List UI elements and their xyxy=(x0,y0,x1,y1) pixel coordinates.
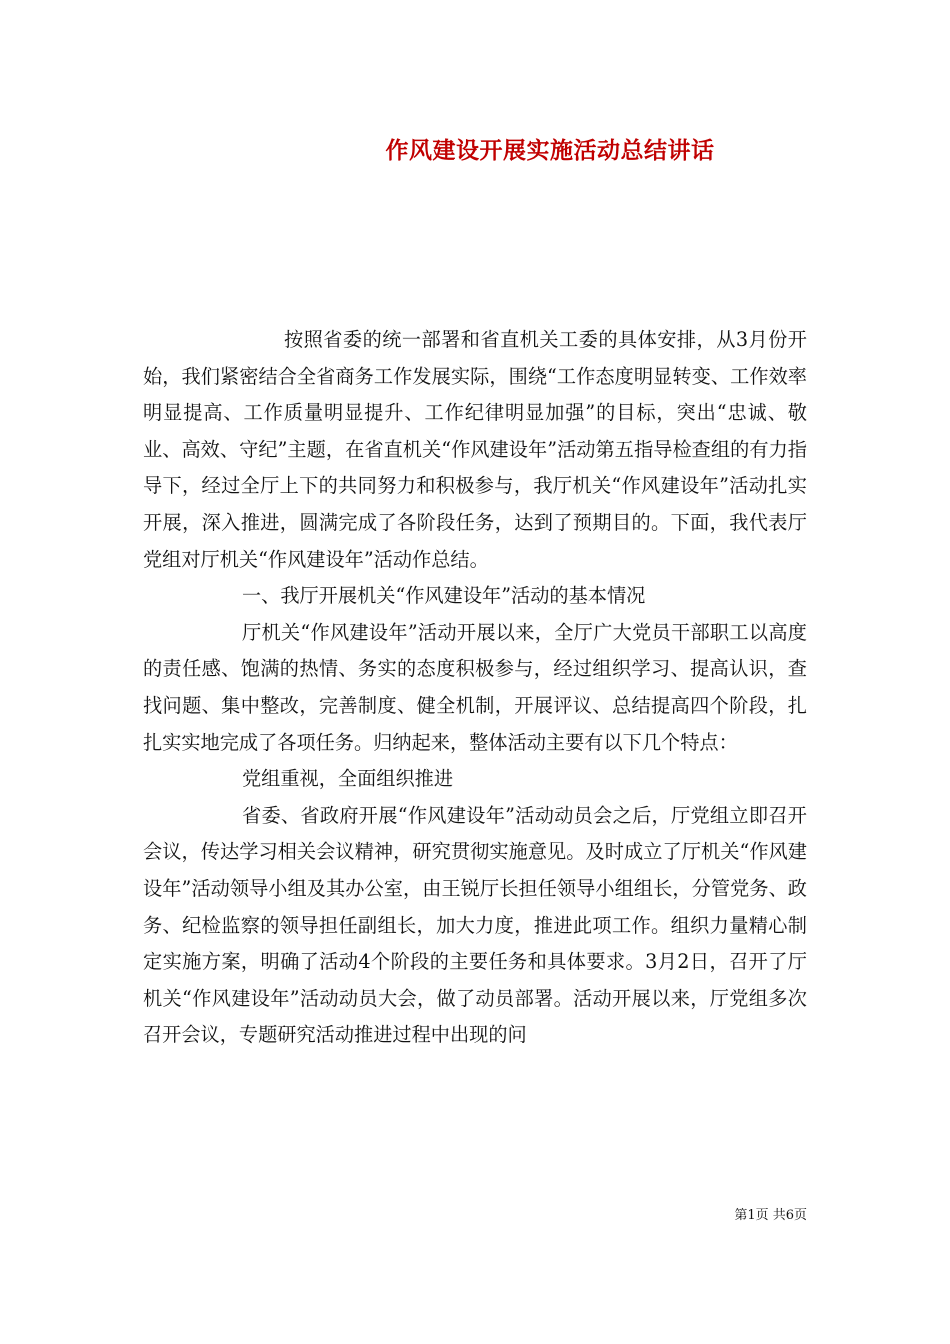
document-title: 作风建设开展实施活动总结讲话 xyxy=(385,137,715,164)
page-number-footer: 第1页 共6页 xyxy=(734,1208,807,1223)
section-heading: 一、我厅开展机关“作风建设年”活动的基本情况 xyxy=(242,584,646,608)
paragraph-overview: 厅机关“作风建设年”活动开展以来，全厅广大党员干部职工以高度的责任感、饱满的热情、务实的态度积极参与，经过组织学习、提高认识，查找问题、集中整改，完善制度、健全机制，开展评议、总结提高四个阶段，扎扎实实地完成了各项任务。归纳起来，整体活动主要有以下几个特点： xyxy=(143,620,807,754)
paragraph-details: 省委、省政府开展“作风建设年”活动动员会之后，厅党组立即召开会议，传达学习相关会议精神，研究贯彻实施意见。及时成立了厅机关“作风建设年”活动领导小组及其办公室，由王锐厅长担任领导小组组长，分管党务、政务、纪检监察的领导担任副组长，加大力度，推进此项工作。组织力量精心制定实施方案，明确了活动4个阶段的主要任务和具体要求。3月2日，召开了厅机关“作风建设年”活动动员大会，做了动员部署。活动开展以来，厅党组多次召开会议，专题研究活动推进过程中出现的问 xyxy=(143,803,807,1047)
document-body xyxy=(143,322,807,1054)
paragraph-intro: 按照省委的统一部署和省直机关工委的具体安排，从3月份开始，我们紧密结合全省商务工作发展实际，围绕“工作态度明显转变、工作效率明显提高、工作质量明显提升、工作纪律明显加强”的目标，突出“忠诚、敬业、高效、守纪”主题，在省直机关“作风建设年”活动第五指导检查组的有力指导下，经过全厅上下的共同努力和积极参与，我厅机关“作风建设年”活动扎实开展，深入推进，圆满完成了各阶段任务，达到了预期目的。下面，我代表厅党组对厅机关“作风建设年”活动作总结。 xyxy=(143,328,807,571)
subsection-heading: 党组重视，全面组织推进 xyxy=(242,767,454,791)
